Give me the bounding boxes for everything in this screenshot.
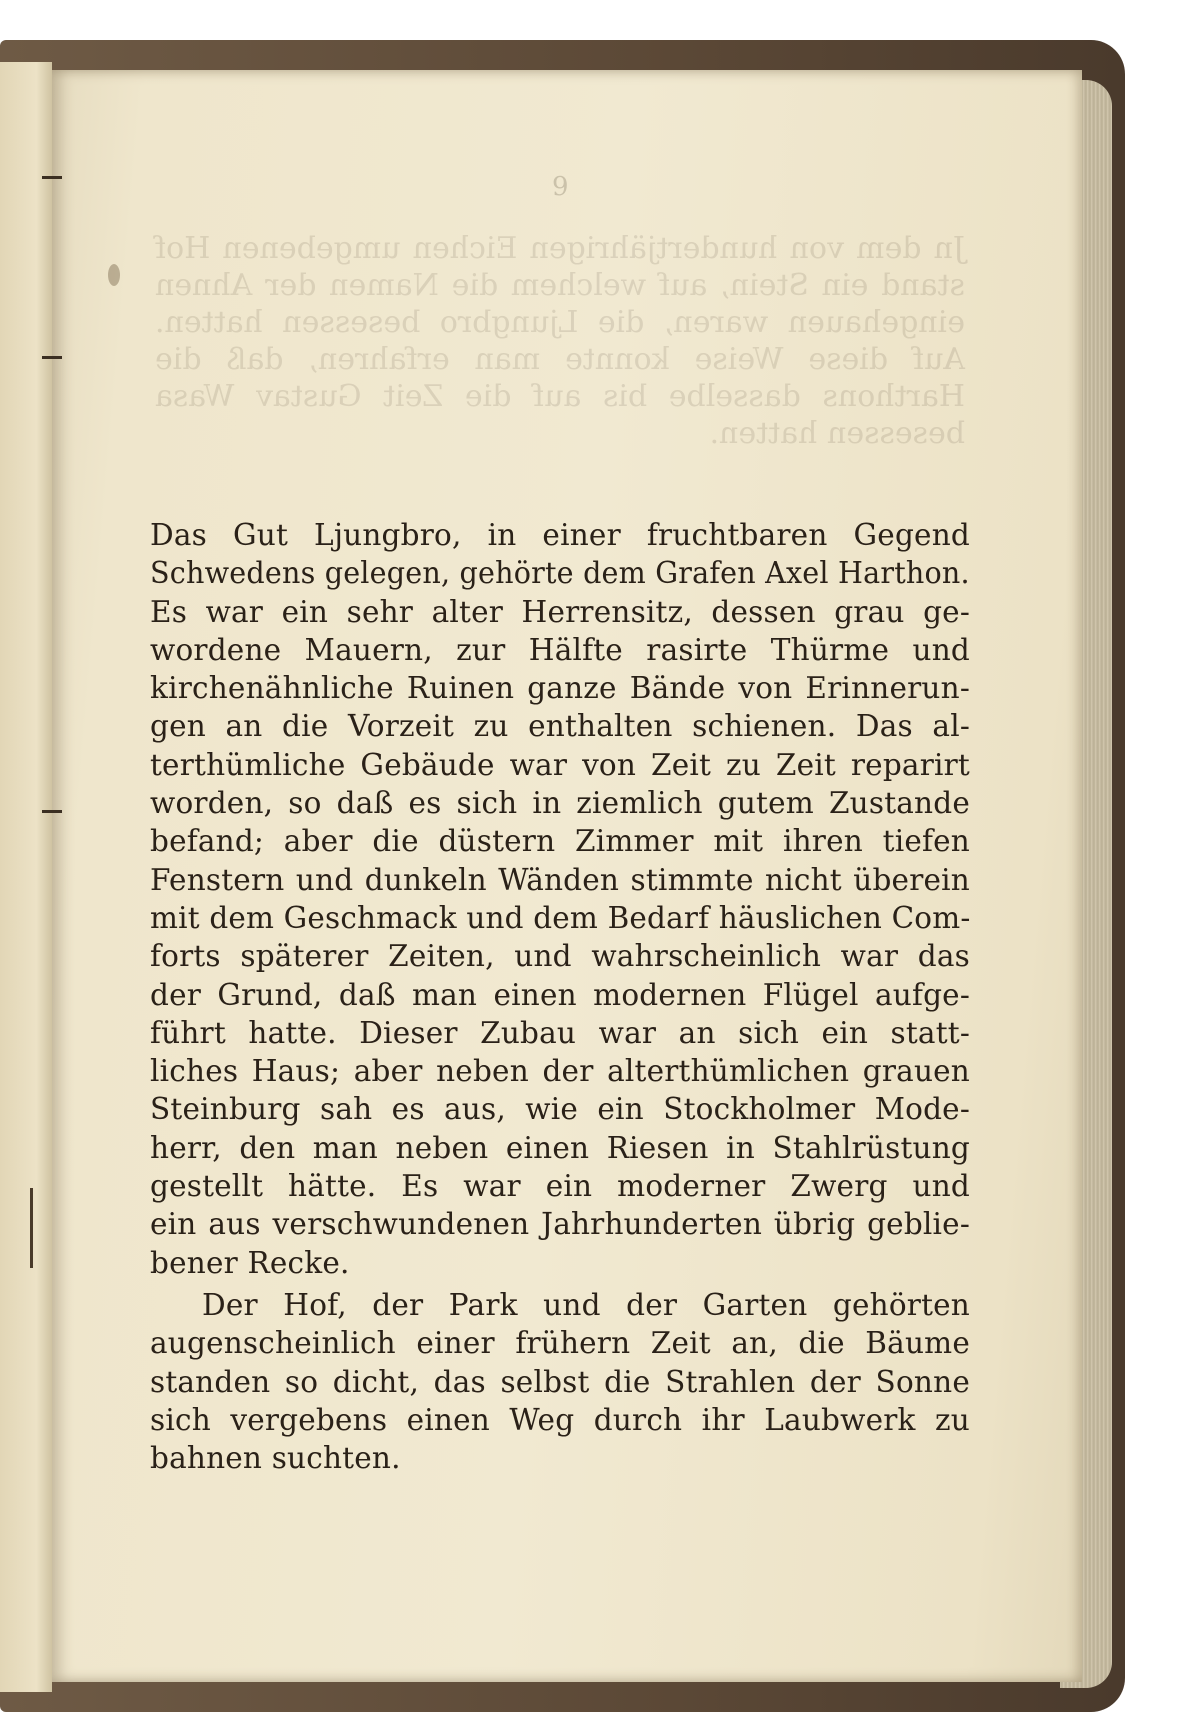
text-line: gestellt hätte. Es war ein moderner Zwerg und	[150, 1169, 970, 1204]
show-through-text: Jn dem von hundertjährigen Eichen umgebenen Hof stand ein Stein, auf welchem die Namen der Ahnen eingehauen waren, die Ljungbro besessen hatten. Auf diese Weise konnte man erfahren, daß die Harthons dasselbe bis auf die Zeit Gustav Wasa besessen hatten.	[155, 231, 965, 451]
text-line: führt hatte. Dieser Zubau war an sich ein statt-	[150, 1015, 970, 1050]
text-line: kirchenähnliche Ruinen ganze Bände von Erinnerun-	[150, 671, 970, 706]
text-line: bahnen suchten.	[150, 1441, 401, 1476]
text-line: Es war ein sehr alter Herrensitz, dessen grau ge-	[150, 594, 970, 629]
text-line: mit dem Geschmack und dem Bedarf häuslichen Com-	[150, 900, 971, 935]
text-line: wordene Mauern, zur Hälfte rasirte Thürme und	[150, 632, 970, 667]
paragraph-2	[150, 1286, 970, 1477]
binding-stitch	[42, 176, 62, 179]
left-page-gutter	[0, 62, 52, 1692]
page-number: 9	[552, 172, 569, 202]
binding-stitch	[42, 356, 62, 359]
text-line: der Grund, daß man einen modernen Flügel aufge-	[150, 977, 970, 1012]
text-line: Das Gut Ljungbro, in einer fruchtbaren Gegend	[150, 518, 970, 552]
text-line: herr, den man neben einen Riesen in Stahlrüstung	[150, 1130, 970, 1165]
body-text	[150, 516, 970, 1477]
text-line: Steinburg sah es aus, wie ein Stockholmer Mode-	[150, 1092, 970, 1127]
text-line: worden, so daß es sich in ziemlich gutem Zustande	[150, 786, 970, 821]
text-line: forts späterer Zeiten, und wahrscheinlich war das	[150, 939, 970, 974]
text-line: bener Recke.	[150, 1245, 350, 1280]
text-line: Der Hof, der Park und der Garten gehörten	[202, 1287, 970, 1322]
text-line: ein aus verschwundenen Jahrhunderten übrig geblie-	[150, 1207, 970, 1242]
text-line: augenscheinlich einer frühern Zeit an, die Bäume	[150, 1326, 970, 1361]
ink-spot	[108, 264, 120, 286]
binding-thread	[30, 1188, 33, 1268]
text-line: liches Haus; aber neben der alterthümlichen grauen	[150, 1054, 970, 1089]
text-line: Schwedens gelegen, gehörte dem Grafen Axel Harthon.	[150, 556, 970, 591]
text-line: terthümliche Gebäude war von Zeit zu Zeit reparirt	[150, 747, 970, 782]
paragraph-1	[150, 516, 970, 1282]
text-line: befand; aber die düstern Zimmer mit ihren tiefen	[150, 824, 970, 859]
text-line: gen an die Vorzeit zu enthalten schienen. Das al-	[150, 709, 970, 744]
text-line: Fenstern und dunkeln Wänden stimmte nicht überein	[150, 862, 970, 897]
text-line: sich vergebens einen Weg durch ihr Laubwerk zu	[150, 1402, 970, 1437]
text-line: standen so dicht, das selbst die Strahlen der Sonne	[150, 1364, 970, 1399]
binding-stitch	[42, 810, 62, 813]
